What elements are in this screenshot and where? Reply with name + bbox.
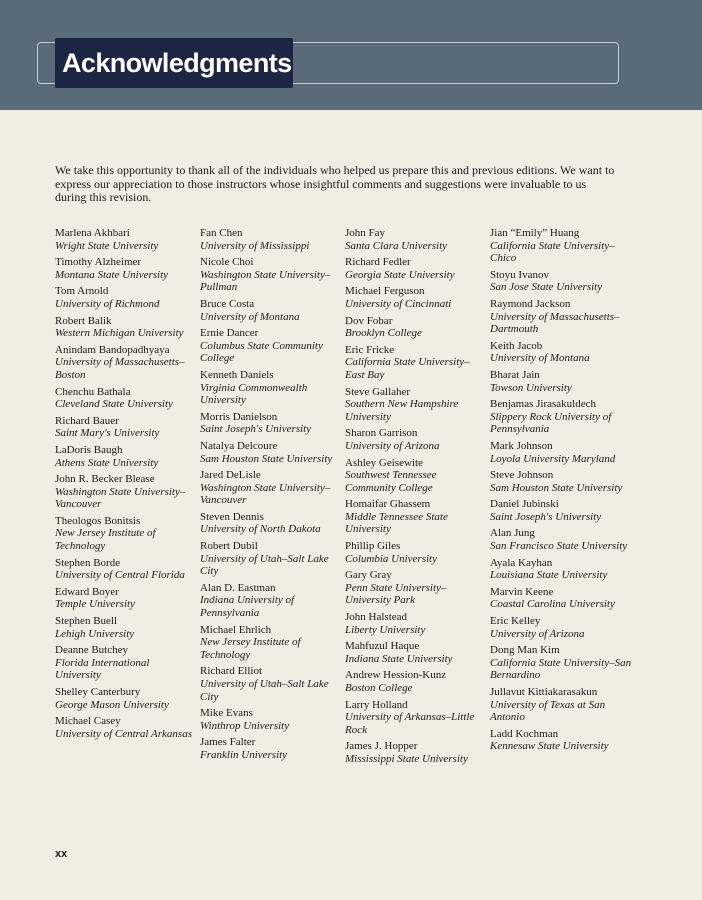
reviewer-school: Loyola University Maryland: [490, 452, 616, 465]
reviewer-entry: [55, 386, 197, 411]
reviewer-name: Stephen Borde: [55, 556, 121, 569]
reviewer-entry: [490, 728, 632, 753]
reviewer-column-2: [200, 227, 342, 766]
reviewer-name: Robert Balik: [55, 314, 112, 327]
reviewer-name: Homaifar Ghassem: [345, 498, 431, 511]
reviewer-name: Marvin Keene: [490, 585, 554, 598]
reviewer-name: Michael Casey: [55, 715, 121, 728]
reviewer-name: Nicole Choi: [200, 256, 254, 269]
reviewer-entry: [345, 740, 487, 765]
reviewer-school: California State University–Chico: [490, 239, 615, 265]
reviewer-school: University of Utah–Salt Lake City: [200, 552, 329, 578]
reviewer-entry: [55, 515, 197, 553]
reviewer-name: Eric Fricke: [345, 343, 395, 356]
reviewer-entry: [345, 227, 487, 252]
reviewer-school: University of Central Florida: [55, 569, 185, 582]
reviewer-entry: [55, 586, 197, 611]
reviewer-school: San Francisco State University: [490, 540, 628, 553]
reviewer-school: Montana State University: [55, 268, 169, 281]
reviewer-school: University of Massachusetts–Dartmouth: [490, 310, 620, 336]
reviewer-entry: [55, 644, 197, 682]
reviewer-name: Mike Evans: [200, 707, 253, 720]
reviewer-entry: [200, 411, 342, 436]
reviewer-school: University of Texas at San Antonio: [490, 698, 606, 724]
reviewer-name: Steve Johnson: [490, 469, 554, 482]
reviewer-school: University of Richmond: [55, 297, 160, 310]
reviewer-school: Indiana State University: [345, 652, 453, 665]
reviewer-school: University of Arkansas–Little Rock: [345, 711, 475, 736]
reviewer-school: University of Cincinnati: [345, 297, 452, 310]
reviewer-school: Indiana University of Pennsylvania: [200, 594, 295, 620]
reviewer-school: Southwest Tennessee Community College: [345, 469, 437, 494]
reviewer-school: Middle Tennessee State University: [345, 510, 448, 536]
page-title: Acknowledgments: [62, 47, 292, 78]
intro-paragraph: We take this opportunity to thank all of the individuals who helped us prepare this and previous editions. We want to express our appreciation to those instructors whose insightful comments and suggestions were invaluable to us during this revision.: [55, 163, 615, 204]
reviewer-entry: [345, 498, 487, 536]
reviewer-name: Morris Danielson: [200, 410, 278, 423]
reviewer-name: Ayala Kayhan: [490, 556, 553, 569]
reviewer-name: Jullavut Kittiakarasakun: [490, 686, 598, 698]
reviewer-school: Towson University: [490, 381, 572, 394]
reviewer-entry: [490, 615, 632, 640]
reviewer-entry: [490, 586, 632, 611]
reviewer-name: Andrew Hession-Kunz: [345, 669, 447, 682]
reviewer-entry: [200, 540, 342, 578]
reviewer-school: Liberty University: [345, 623, 426, 636]
reviewer-name: James Falter: [200, 736, 256, 749]
reviewer-name: Chenchu Bathala: [55, 385, 131, 398]
reviewer-name: LaDoris Baugh: [55, 443, 123, 456]
reviewer-school: University of Mississippi: [200, 239, 310, 252]
reviewer-name: Marlena Akhbari: [55, 227, 130, 239]
reviewer-entry: [490, 440, 632, 465]
reviewer-entry: [490, 369, 632, 394]
reviewer-entry: [490, 469, 632, 494]
reviewer-school: University of Arizona: [490, 627, 585, 640]
reviewer-school: University of Montana: [490, 352, 590, 365]
reviewer-name: Richard Fedler: [345, 256, 411, 269]
reviewer-entry: [55, 557, 197, 582]
reviewer-name: Timothy Alzheimer: [55, 256, 142, 269]
reviewer-school: Penn State University–University Park: [345, 581, 447, 607]
reviewer-school: Columbus State Community College: [200, 339, 323, 365]
reviewer-entry: [200, 736, 342, 761]
reviewer-school: Saint Joseph's University: [490, 510, 602, 523]
reviewer-school: Brooklyn College: [345, 327, 422, 340]
reviewer-name: Steve Gallaher: [345, 385, 411, 398]
reviewer-name: Raymond Jackson: [490, 297, 571, 310]
reviewer-school: Southern New Hampshire University: [345, 398, 459, 423]
reviewer-school: University of Central Arkansas: [55, 727, 192, 740]
reviewer-entry: [490, 340, 632, 365]
reviewer-school: Mississippi State University: [345, 752, 468, 765]
reviewer-school: Louisiana State University: [490, 569, 608, 582]
reviewer-school: University of North Dakota: [200, 523, 321, 536]
reviewer-school: Franklin University: [200, 748, 288, 761]
reviewer-name: Daniel Jubinski: [490, 498, 559, 511]
reviewer-entry: [345, 344, 487, 382]
reviewer-entry: [345, 640, 487, 665]
reviewer-school: Washington State University–Vancouver: [55, 485, 186, 511]
reviewer-name: Fan Chen: [200, 227, 243, 239]
reviewer-name: John Fay: [345, 227, 386, 239]
reviewer-entry: [55, 615, 197, 640]
reviewer-name: Michael Ehrlich: [200, 623, 272, 636]
reviewer-name: Natalya Delcoure: [200, 439, 278, 452]
reviewer-entry: [345, 427, 487, 452]
reviewer-school: Kennesaw State University: [490, 740, 609, 753]
reviewer-entry: [490, 227, 632, 265]
reviewer-name: Eric Kelley: [490, 615, 541, 628]
reviewer-entry: [345, 285, 487, 310]
reviewer-name: Mark Johnson: [490, 439, 553, 452]
reviewer-school: New Jersey Institute of Technology: [55, 527, 156, 553]
reviewer-school: Athens State University: [55, 456, 159, 469]
reviewer-entry: [55, 473, 197, 511]
reviewer-entry: [55, 285, 197, 310]
reviewer-entry: [490, 686, 632, 724]
reviewer-entry: [55, 415, 197, 440]
reviewer-name: Phillip Giles: [345, 540, 401, 553]
reviewer-school: University of Montana: [200, 310, 300, 323]
reviewer-name: Alan Jung: [490, 527, 535, 540]
reviewer-school: New Jersey Institute of Technology: [200, 636, 301, 661]
reviewer-school: Washington State University–Vancouver: [200, 481, 331, 507]
reviewer-entry: [490, 269, 632, 294]
reviewer-school: Washington State University–Pullman: [200, 268, 331, 294]
reviewer-school: Coastal Carolina University: [490, 598, 615, 611]
reviewer-school: University of Massachusetts–Boston: [55, 356, 185, 381]
reviewer-name: Shelley Canterbury: [55, 686, 141, 698]
reviewer-name: Ladd Kochman: [490, 727, 559, 740]
reviewer-name: Theologos Bonitsis: [55, 514, 141, 527]
reviewer-school: Florida International University: [55, 656, 150, 682]
reviewer-entry: [345, 569, 487, 607]
reviewer-entry: [55, 227, 197, 252]
reviewer-school: California State University–San Bernardino: [490, 656, 632, 682]
reviewer-entry: [345, 669, 487, 694]
reviewer-school: Wright State University: [55, 239, 159, 252]
reviewer-entry: [490, 527, 632, 552]
reviewer-entry: [200, 256, 342, 294]
reviewer-entry: [55, 344, 197, 382]
reviewer-school: University of Arizona: [345, 439, 440, 452]
reviewer-entry: [200, 440, 342, 465]
reviewer-name: Sharon Garrison: [345, 427, 418, 440]
reviewer-entry: [490, 644, 632, 682]
reviewer-entry: [200, 707, 342, 732]
reviewer-name: Steven Dennis: [200, 510, 264, 523]
reviewer-entry: [345, 386, 487, 424]
reviewer-name: Richard Elliot: [200, 665, 263, 678]
reviewer-school: Sam Houston State University: [490, 481, 623, 494]
reviewer-entry: [200, 227, 342, 252]
reviewer-name: Gary Gray: [345, 569, 392, 582]
reviewer-school: Virginia Commonwealth University: [200, 381, 308, 407]
reviewer-name: Bruce Costa: [200, 297, 255, 310]
reviewer-entry: [200, 624, 342, 662]
reviewer-name: Jian “Emily” Huang: [490, 227, 580, 239]
reviewer-name: Deanne Butchey: [55, 644, 128, 657]
reviewer-name: Larry Holland: [345, 698, 408, 711]
reviewer-entry: [345, 315, 487, 340]
reviewer-name: Dong Man Kim: [490, 644, 560, 657]
reviewer-entry: [345, 457, 487, 495]
reviewer-school: Western Michigan University: [55, 327, 184, 340]
reviewer-entry: [200, 327, 342, 365]
reviewer-entry: [345, 540, 487, 565]
reviewer-school: Cleveland State University: [55, 398, 173, 411]
reviewer-entry: [490, 298, 632, 336]
reviewer-school: Columbia University: [345, 552, 437, 565]
reviewer-entry: [200, 582, 342, 620]
reviewer-entry: [200, 469, 342, 507]
reviewer-name: Mahfuzul Haque: [345, 640, 420, 653]
reviewer-name: Alan D. Eastman: [200, 581, 276, 594]
reviewer-name: Tom Arnold: [55, 285, 109, 298]
reviewer-name: Stoyu Ivanov: [490, 268, 549, 281]
reviewer-school: George Mason University: [55, 698, 169, 711]
reviewer-school: Georgia State University: [345, 268, 455, 281]
reviewer-name: Jared DeLisle: [200, 469, 261, 482]
reviewer-name: James J. Hopper: [345, 740, 418, 753]
reviewer-school: San Jose State University: [490, 281, 603, 294]
reviewer-school: Saint Mary's University: [55, 427, 160, 440]
reviewer-column-4: [490, 227, 632, 757]
reviewer-entry: [490, 398, 632, 436]
reviewer-school: Slippery Rock University of Pennsylvania: [490, 410, 612, 436]
reviewer-entry: [55, 315, 197, 340]
reviewer-name: John R. Becker Blease: [55, 473, 155, 486]
reviewer-name: Stephen Buell: [55, 615, 118, 628]
reviewer-name: John Halstead: [345, 611, 408, 624]
reviewer-name: Anindam Bandopadhyaya: [55, 343, 170, 356]
reviewer-name: Robert Dubil: [200, 540, 258, 553]
reviewer-entry: [200, 369, 342, 407]
reviewer-name: Edward Boyer: [55, 585, 119, 598]
reviewer-school: University of Utah–Salt Lake City: [200, 678, 329, 703]
reviewer-entry: [490, 557, 632, 582]
page-number: xx: [55, 848, 68, 860]
reviewer-name: Kenneth Daniels: [200, 368, 274, 381]
reviewer-name: Dov Fobar: [345, 314, 393, 327]
reviewer-entry: [200, 665, 342, 703]
reviewer-entry: [55, 256, 197, 281]
title-box: [55, 38, 293, 88]
reviewer-name: Bharat Jain: [490, 368, 540, 381]
reviewer-entry: [55, 444, 197, 469]
reviewer-name: Keith Jacob: [490, 339, 543, 352]
reviewer-entry: [200, 511, 342, 536]
reviewer-school: Boston College: [345, 682, 413, 694]
reviewer-name: Richard Bauer: [55, 414, 119, 427]
reviewer-entry: [200, 298, 342, 323]
reviewer-name: Michael Ferguson: [345, 285, 425, 298]
reviewer-school: Santa Clara University: [345, 239, 448, 252]
reviewer-entry: [490, 498, 632, 523]
reviewer-name: Ernie Dancer: [200, 327, 259, 340]
reviewer-name: Ashley Geisewite: [345, 456, 423, 469]
reviewer-entry: [55, 715, 197, 740]
reviewer-name: Benjamas Jirasakuldech: [490, 398, 596, 411]
reviewer-school: Sam Houston State University: [200, 452, 333, 465]
reviewer-column-3: [345, 227, 487, 770]
reviewer-school: Saint Joseph's University: [200, 423, 312, 436]
reviewer-entry: [345, 699, 487, 737]
reviewer-entry: [55, 686, 197, 711]
reviewer-school: Winthrop University: [200, 719, 290, 732]
reviewer-column-1: [55, 227, 197, 744]
reviewer-school: Temple University: [55, 598, 135, 611]
reviewer-school: Lehigh University: [55, 627, 135, 640]
reviewer-school: California State University–East Bay: [345, 356, 470, 381]
reviewer-entry: [345, 256, 487, 281]
reviewer-entry: [345, 611, 487, 636]
